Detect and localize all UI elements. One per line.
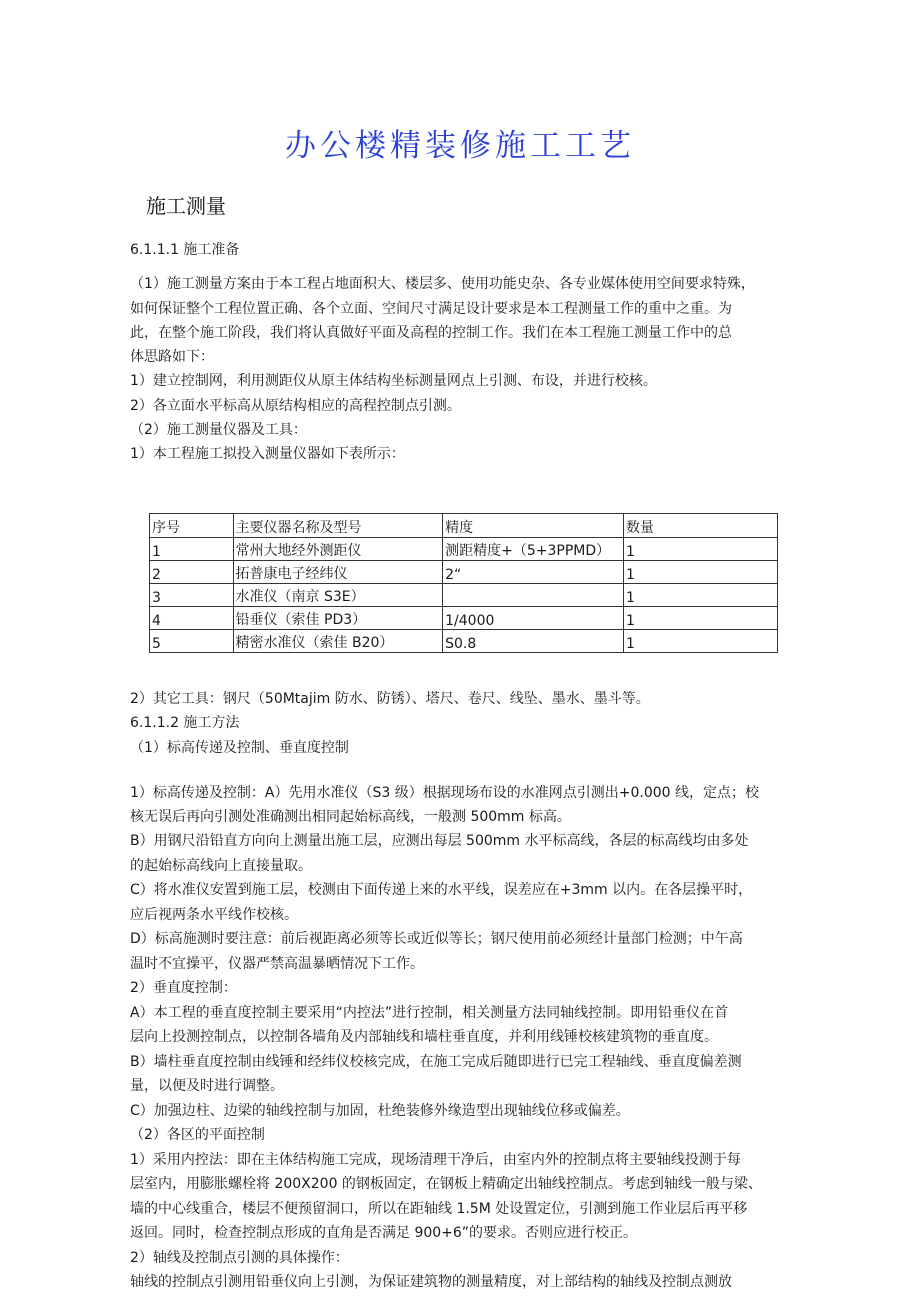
paragraph-line: 墙的中心线重合，楼层不便预留洞口，所以在距轴线 1.5M 处设置定位，引测到施工作业层后再平移	[130, 1201, 748, 1217]
paragraph-line: 2）垂直度控制：	[130, 980, 237, 996]
table-cell: 1	[624, 561, 778, 584]
subsection-heading: 6.1.1.1 施工准备	[130, 242, 240, 258]
paragraph-line: C）将水准仪安置到施工层，校测由下面传递上来的水平线，误差应在+3mm 以内。在各层操平时，	[130, 882, 753, 898]
table-cell	[443, 584, 624, 607]
table-cell: 精密水准仪（索佳 B20）	[233, 630, 443, 653]
instrument-table	[149, 513, 778, 653]
paragraph-line: 1）建立控制网，利用测距仪从原主体结构坐标测量网点上引测、布设，并进行校核。	[130, 373, 657, 389]
paragraph-line: 1）本工程施工拟投入测量仪器如下表所示：	[130, 446, 405, 462]
paragraph-line: 2）各立面水平标高从原结构相应的高程控制点引测。	[130, 398, 461, 414]
paragraph-line: 轴线的控制点引测用铅垂仪向上引测，为保证建筑物的测量精度，对上部结构的轴线及控制点测放	[130, 1274, 732, 1290]
paragraph-line: 应后视两条水平线作校核。	[130, 907, 298, 923]
table-row	[150, 584, 778, 607]
table-header-row	[150, 514, 778, 538]
paragraph-line: 核无误后再向引测处准确测出相同起始标高线，一般测 500mm 标高。	[130, 809, 571, 825]
paragraph-line: D）标高施测时要注意：前后视距离必须等长或近似等长；钢尺使用前必须经计量部门检测；中午高	[130, 931, 743, 947]
table-cell: 常州大地经外测距仪	[233, 538, 443, 561]
table-row	[150, 630, 778, 653]
paragraph-line: （2）各区的平面控制	[130, 1127, 265, 1143]
paragraph-line: 1）采用内控法：即在主体结构施工完成，现场清理干净后，由室内外的控制点将主要轴线投测于每	[130, 1152, 741, 1168]
paragraph-line: 此，在整个施工阶段，我们将认真做好平面及高程的控制工作。我们在本工程施工测量工作中的总	[130, 325, 732, 341]
paragraph-line: B）用钢尺沿铅直方向向上测量出施工层，应测出每层 500mm 水平标高线，各层的标高线均由多处	[130, 833, 749, 849]
paragraph-line: B）墙柱垂直度控制由线锤和经纬仪校核完成，在施工完成后随即进行已完工程轴线、垂直度偏差测	[130, 1054, 742, 1070]
document-title: 办公楼精装修施工工艺	[285, 128, 635, 164]
paragraph-line: C）加强边柱、边梁的轴线控制与加固，杜绝装修外缘造型出现轴线位移或偏差。	[130, 1103, 630, 1119]
table-header-cell: 序号	[150, 514, 234, 538]
paragraph-line: 层室内，用膨胀螺栓将 200X200 的钢板固定，在钢板上精确定出轴线控制点。考虑到轴线一般与梁、	[130, 1176, 762, 1192]
table-cell: 铅垂仪（索佳 PD3）	[233, 607, 443, 630]
subsection-heading: 6.1.1.2 施工方法	[130, 715, 240, 731]
table-header-cell: 精度	[443, 514, 624, 538]
table-cell: 测距精度+（5+3PPMD）	[443, 538, 624, 561]
table-cell: 2	[150, 561, 234, 584]
paragraph-line: 温时不宜操平，仪器严禁高温暴晒情况下工作。	[130, 956, 424, 972]
table-cell: 1/4000	[443, 607, 624, 630]
table-cell: 拓普康电子经纬仪	[233, 561, 443, 584]
section-heading: 施工测量	[146, 194, 226, 218]
table-cell: 1	[624, 538, 778, 561]
table-cell: 5	[150, 630, 234, 653]
paragraph-line: 返回。同时，检查控制点形成的直角是否满足 900+6”的要求。否则应进行校正。	[130, 1225, 638, 1241]
paragraph-line: （2）施工测量仪器及工具：	[130, 422, 307, 438]
paragraph-line: 层向上投测控制点，以控制各墙角及内部轴线和墙柱垂直度，并利用线锤校核建筑物的垂直度。	[130, 1029, 718, 1045]
paragraph-line: 体思路如下：	[130, 349, 214, 365]
table-header-cell: 主要仪器名称及型号	[233, 514, 443, 538]
table-cell: S0.8	[443, 630, 624, 653]
paragraph-line: 量，以便及时进行调整。	[130, 1078, 284, 1094]
paragraph-line: 如何保证整个工程位置正确、各个立面、空间尺寸满足设计要求是本工程测量工作的重中之重。为	[130, 301, 732, 317]
table-cell: 1	[624, 607, 778, 630]
paragraph-line: 2）其它工具：钢尺（50Mtajim 防水、防锈）、塔尺、卷尺、线坠、墨水、墨斗等。	[130, 691, 650, 707]
paragraph-line: A）本工程的垂直度控制主要采用“内控法”进行控制，相关测量方法同轴线控制。即用铅垂仪在首	[130, 1005, 729, 1021]
table-row	[150, 538, 778, 561]
table-header-cell: 数量	[624, 514, 778, 538]
table-cell: 1	[150, 538, 234, 561]
paragraph-line: 2）轴线及控制点引测的具体操作：	[130, 1250, 349, 1266]
paragraph-line: （1）施工测量方案由于本工程占地面积大、楼层多、使用功能史杂、各专业媒体使用空间要求特殊，	[130, 276, 755, 292]
paragraph-line: 1）标高传递及控制：A）先用水准仪（S3 级）根据现场布设的水准网点引测出+0.000 线，定点；校	[130, 785, 759, 801]
table-row	[150, 607, 778, 630]
table-row	[150, 561, 778, 584]
table-cell: 2“	[443, 561, 624, 584]
table-cell: 1	[624, 630, 778, 653]
table-cell: 水准仪（南京 S3E）	[233, 584, 443, 607]
paragraph-line: 的起始标高线向上直接量取。	[130, 858, 312, 874]
table-cell: 1	[624, 584, 778, 607]
table-cell: 4	[150, 607, 234, 630]
paragraph-line: （1）标高传递及控制、垂直度控制	[130, 740, 349, 756]
table-cell: 3	[150, 584, 234, 607]
